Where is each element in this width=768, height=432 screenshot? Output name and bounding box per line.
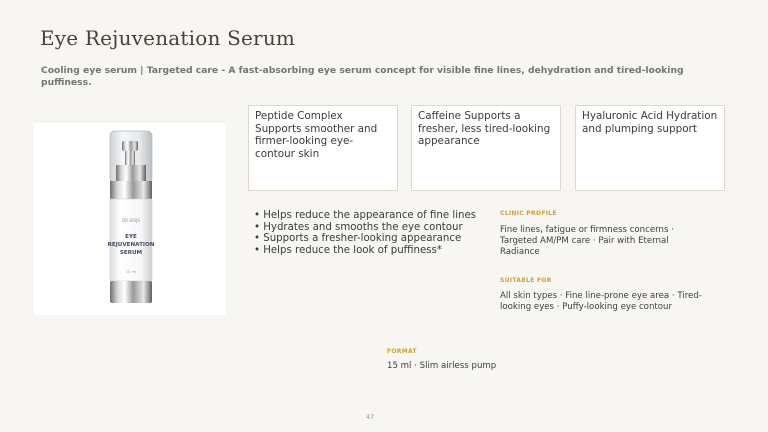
page-number: 47	[365, 413, 375, 421]
bottle-label-line-1: EYE	[125, 234, 137, 240]
format-text: 15 ml · Slim airless pump	[387, 361, 497, 371]
suitable-for-label: SUITABLE FOR	[500, 277, 552, 284]
bottle-label-line-3: SERUM	[119, 250, 143, 256]
benefit-card-peptide: Peptide Complex Supports smoother and firmer-looking eye-contour skin	[248, 105, 398, 191]
bullet-item: • Hydrates and smooths the eye contour	[254, 222, 476, 234]
bullet-item: • Helps reduce the look of puffiness*	[254, 245, 476, 257]
benefit-card-caffeine: Caffeine Supports a fresher, less tired-looking appearance	[411, 105, 561, 191]
page-subtitle: Cooling eye serum | Targeted care - A fast-absorbing eye serum concept for visible fine lines, dehydration and tired-looking puffiness.	[41, 65, 684, 88]
bottle-brand-text: DR GRIJS	[122, 218, 140, 223]
format-label: FORMAT	[387, 348, 417, 355]
benefit-bullet-list	[254, 210, 476, 256]
serum-bottle-image	[34, 123, 226, 315]
bullet-item: • Supports a fresher-looking appearance	[254, 233, 476, 245]
suitable-for-text: All skin types · Fine line-prone eye area · Tired-looking eyes · Puffy-looking eye contour	[500, 291, 702, 312]
clinic-profile-label: CLINIC PROFILE	[500, 210, 557, 217]
page-title: Eye Rejuvenation Serum	[40, 26, 296, 50]
clinic-profile-text: Fine lines, fatigue or firmness concerns · Targeted AM/PM care · Pair with Eternal Radiance	[500, 225, 674, 257]
benefit-card-hyaluronic: Hyaluronic Acid Hydration and plumping support	[575, 105, 725, 191]
product-photo	[34, 123, 226, 315]
bottle-volume-text: 15 ml	[125, 270, 137, 274]
bullet-item: • Helps reduce the appearance of fine lines	[254, 210, 476, 222]
bottle-label-line-2: REJUVENATION	[107, 242, 155, 248]
